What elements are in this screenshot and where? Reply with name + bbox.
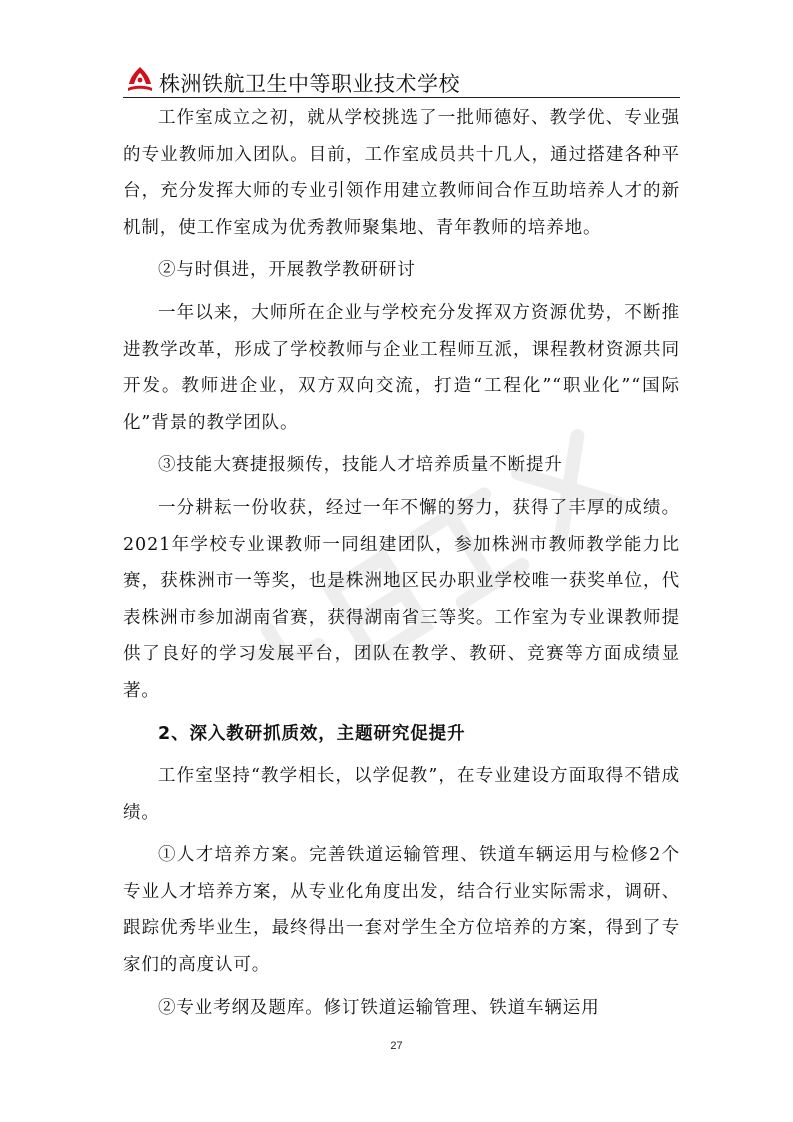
paragraph-exam-bank: ②专业考纲及题库。修订铁道运输管理、铁道车辆运用: [158, 997, 600, 1018]
header-divider: [123, 97, 680, 98]
subheading-skills-competition: ③技能大赛捷报频传，技能人才培养质量不断提升: [158, 455, 563, 476]
document-body: [123, 100, 680, 1026]
page-header: [123, 62, 680, 100]
paragraph-enterprise-cooperation: 一年以来，大师所在企业与学校充分发挥双方资源优势，不断推进教学改革，形成了学校教师与企业工程师互派，课程教材资源共同开发。教师进企业，双方双向交流，打造“工程化”“职业化”“国际化”背景的教学团队。: [123, 302, 680, 433]
section-heading-research-quality: 2、深入教研抓质效，主题研究促提升: [158, 723, 466, 744]
paragraph-studio-founding: 工作室成立之初，就从学校挑选了一批师德好、教学优、专业强的专业教师加入团队。目前，工作室成员共十几人，通过搭建各种平台，充分发挥大师的专业引领作用建立教师间合作互助培养人才的新机制，使工作室成为优秀教师聚集地、青年教师的培养地。: [123, 108, 680, 238]
school-name: 株洲铁航卫生中等职业技术学校: [159, 72, 460, 96]
paragraph-teaching-learning: 工作室坚持“教学相长，以学促教”，在专业建设方面取得不错成绩。: [123, 766, 680, 823]
subheading-teaching-research: ②与时俱进，开展教学教研研讨: [158, 260, 416, 281]
paragraph-talent-plan: ①人才培养方案。完善铁道运输管理、铁道车辆运用与检修2个专业人才培养方案，从专业化角度出发，结合行业实际需求，调研、跟踪优秀毕业生，最终得出一套对学生全方位培养的方案，得到了专家们的高度认可。: [123, 845, 680, 976]
paragraph-competition-results: 一分耕耘一份收获，经过一年不懈的努力，获得了丰厚的成绩。2021年学校专业课教师一同组建团队，参加株洲市教师教学能力比赛，获株洲市一等奖，也是株洲地区民办职业学校唯一获奖单位，代表株洲市参加湖南省赛，获得湖南省三等奖。工作室为专业课教师提供了良好的学习发展平台，团队在教学、教研、竞赛等方面成绩显著。: [123, 497, 680, 701]
school-logo-icon: [125, 64, 155, 94]
page-number: 27: [390, 1040, 403, 1052]
